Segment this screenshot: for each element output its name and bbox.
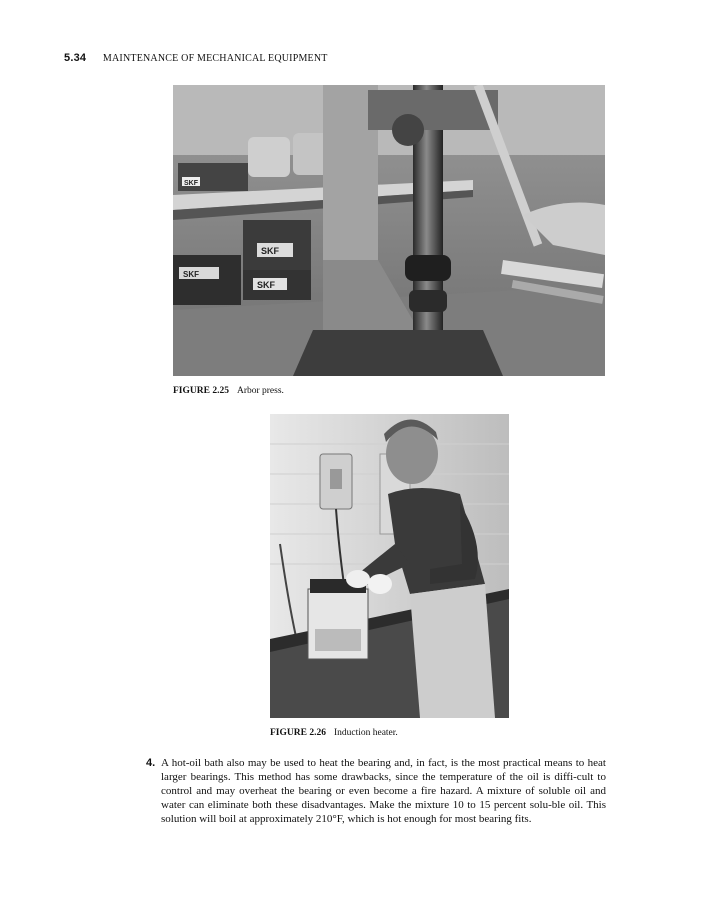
figure-caption-text: Induction heater. xyxy=(333,728,398,738)
running-header xyxy=(64,52,328,64)
svg-text:SKF: SKF xyxy=(183,270,199,279)
figure-2-25-caption xyxy=(173,386,284,396)
svg-text:SKF: SKF xyxy=(184,180,198,187)
arbor-press-photo xyxy=(173,85,605,376)
item-paragraph: A hot-oil bath also may be used to heat the bearing and, in fact, is the most practical means to heat larger bearings. This method has some drawbacks, since the temperature of the oil is diffi-cult to control and may overheat the bearing or even become a fire hazard. A mixture of soluble oil and water can eliminate both these disadvantages. Make the mixture 10 to 15 percent solu-ble oil. This solution will boil at approximately 210°F, which is hot enough for most bearing fits. xyxy=(161,757,606,825)
running-title: MAINTENANCE OF MECHANICAL EQUIPMENT xyxy=(102,53,328,64)
list-item-4 xyxy=(146,756,606,826)
figure-caption-text: Arbor press. xyxy=(236,386,284,396)
induction-heater-photo xyxy=(270,414,509,718)
figure-label: FIGURE 2.26 xyxy=(270,728,326,738)
figure-2-26-caption xyxy=(270,728,398,738)
figure-label: FIGURE 2.25 xyxy=(173,386,229,396)
item-number: 4. xyxy=(146,757,156,769)
page-number: 5.34 xyxy=(64,52,87,64)
svg-text:SKF: SKF xyxy=(257,280,275,290)
svg-text:SKF: SKF xyxy=(261,246,279,256)
